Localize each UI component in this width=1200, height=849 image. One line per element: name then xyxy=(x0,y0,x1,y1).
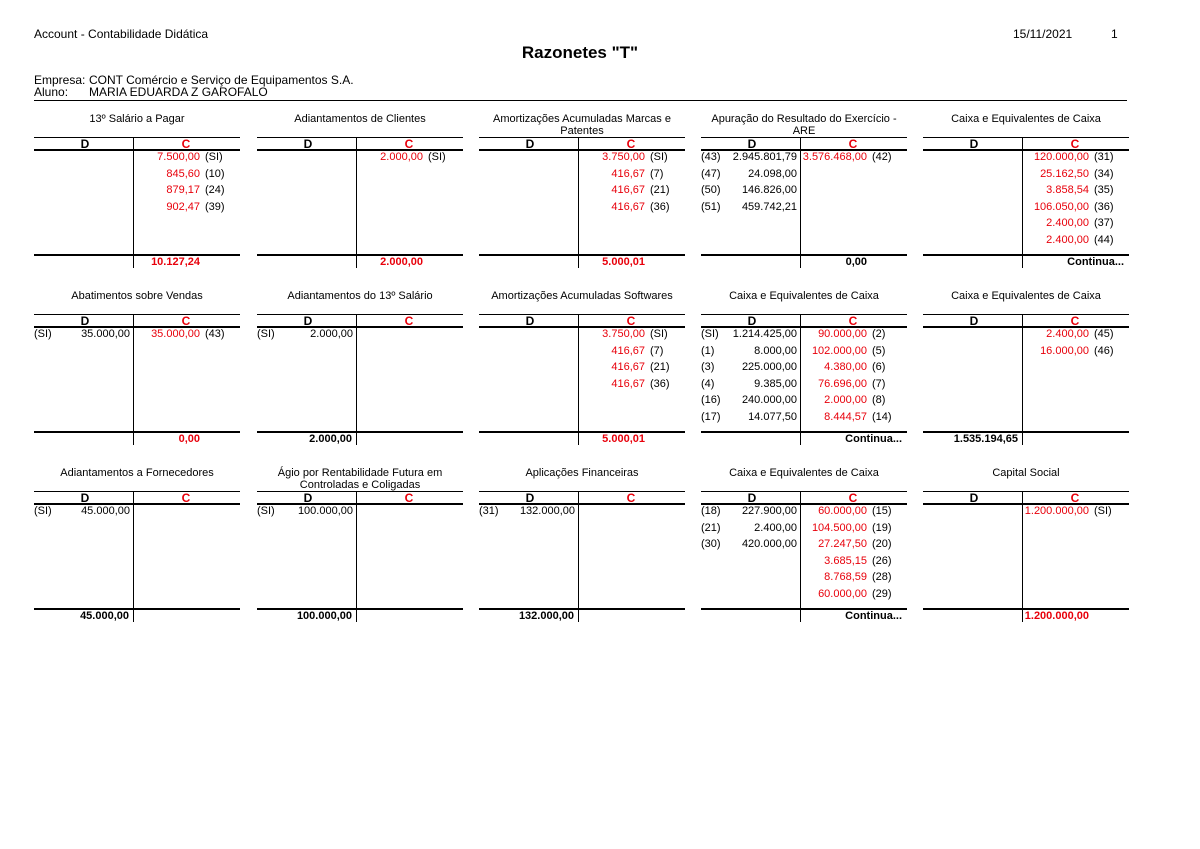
credit-ref: (SI) xyxy=(650,328,668,340)
debit-ref: (31) xyxy=(479,505,499,517)
debit-ref: (47) xyxy=(701,167,721,180)
debit-amount: 132.000,00 xyxy=(519,505,575,517)
account-title: Abatimentos sobre Vendas xyxy=(71,290,203,302)
credit-ref: (39) xyxy=(205,200,225,213)
header-underline xyxy=(479,503,685,505)
account-divider xyxy=(133,492,134,622)
credit-amount: 7.500,00 xyxy=(157,151,200,163)
page-number: 1 xyxy=(1111,27,1118,41)
credit-header: C xyxy=(404,491,414,505)
debit-amount: 2.000,00 xyxy=(310,328,353,340)
debit-header: D xyxy=(969,137,979,151)
t-account xyxy=(257,290,463,445)
credit-amount: 102.000,00 xyxy=(811,344,867,357)
debit-ref: (SI) xyxy=(34,505,52,517)
credit-header: C xyxy=(181,137,191,151)
credit-ref: (45) xyxy=(1094,328,1114,340)
credit-total: 1.200.000,00 xyxy=(1024,610,1089,622)
credit-ref: (26) xyxy=(872,554,892,567)
account-title: Adiantamentos a Fornecedores xyxy=(60,467,214,479)
account-divider xyxy=(356,492,357,622)
credit-amount: 60.000,00 xyxy=(818,505,867,517)
credit-ref: (28) xyxy=(872,571,892,583)
debit-amount: 2.945.801,79 xyxy=(732,151,797,163)
credit-amount: 1.200.000,00 xyxy=(1024,505,1089,517)
credit-header: C xyxy=(626,491,636,505)
credit-header: C xyxy=(848,137,858,151)
credit-ref: (24) xyxy=(205,184,225,196)
credit-amount: 76.696,00 xyxy=(818,377,867,390)
credit-ref: (7) xyxy=(650,344,664,357)
debit-header: D xyxy=(747,137,757,151)
credit-amount: 416,67 xyxy=(611,184,645,196)
credit-ref: (19) xyxy=(872,521,892,534)
debit-header: D xyxy=(303,314,313,328)
debit-amount: 45.000,00 xyxy=(81,505,130,517)
debit-ref: (30) xyxy=(701,538,721,550)
account-title: Adiantamentos de Clientes xyxy=(294,113,426,125)
credit-amount: 416,67 xyxy=(611,377,645,390)
credit-amount: 416,67 xyxy=(611,361,645,373)
credit-amount: 3.750,00 xyxy=(602,151,645,163)
account-title: Caixa e Equivalentes de Caixa xyxy=(729,290,879,302)
t-account xyxy=(923,290,1129,445)
account-title: Caixa e Equivalentes de Caixa xyxy=(951,113,1101,125)
credit-amount: 416,67 xyxy=(611,344,645,357)
account-title: Caixa e Equivalentes de Caixa xyxy=(951,290,1101,302)
debit-total: 132.000,00 xyxy=(518,610,574,622)
header-divider xyxy=(34,100,1127,101)
credit-ref: (14) xyxy=(872,410,892,423)
credit-header: C xyxy=(181,314,191,328)
debit-header: D xyxy=(969,491,979,505)
account-title: Amortizações Acumuladas Softwares xyxy=(491,290,673,302)
debit-header: D xyxy=(525,137,535,151)
company-label: Empresa: xyxy=(34,73,86,87)
debit-amount: 9.385,00 xyxy=(754,377,797,390)
debit-header: D xyxy=(969,314,979,328)
credit-header: C xyxy=(626,137,636,151)
credit-amount: 3.750,00 xyxy=(602,328,645,340)
header-underline xyxy=(34,503,240,505)
credit-ref: (36) xyxy=(650,377,670,390)
debit-header: D xyxy=(525,491,535,505)
credit-amount: 8.768,59 xyxy=(824,571,867,583)
credit-ref: (46) xyxy=(1094,344,1114,357)
debit-ref: (43) xyxy=(701,151,721,163)
debit-total: 1.535.194,65 xyxy=(953,433,1018,445)
credit-amount: 902,47 xyxy=(166,200,200,213)
credit-amount: 8.444,57 xyxy=(824,410,867,423)
credit-ref: (10) xyxy=(205,167,225,180)
student-name: MARIA EDUARDA Z GAROFALO xyxy=(89,85,268,99)
t-account xyxy=(257,467,463,622)
t-account xyxy=(701,290,907,445)
credit-ref: (36) xyxy=(1094,200,1114,213)
debit-header: D xyxy=(303,137,313,151)
credit-ref: (SI) xyxy=(205,151,223,163)
credit-amount: 35.000,00 xyxy=(151,328,200,340)
credit-header: C xyxy=(848,491,858,505)
credit-ref: (35) xyxy=(1094,184,1114,196)
credit-amount: 60.000,00 xyxy=(818,587,867,600)
credit-amount: 3.858,54 xyxy=(1046,184,1089,196)
credit-amount: 2.400,00 xyxy=(1046,233,1089,246)
credit-ref: (5) xyxy=(872,344,886,357)
t-account xyxy=(479,113,685,268)
debit-amount: 225.000,00 xyxy=(741,361,797,373)
debit-ref: (SI) xyxy=(34,328,52,340)
credit-total: 5.000,01 xyxy=(602,256,645,268)
debit-ref: (4) xyxy=(701,377,715,390)
debit-amount: 100.000,00 xyxy=(297,505,353,517)
credit-ref: (SI) xyxy=(650,151,668,163)
credit-ref: (29) xyxy=(872,587,892,600)
company-name: CONT Comércio e Serviço de Equipamentos S.A. xyxy=(89,73,354,87)
debit-header: D xyxy=(525,314,535,328)
credit-ref: (21) xyxy=(650,184,670,196)
account-title: Capital Social xyxy=(992,467,1060,479)
credit-header: C xyxy=(1070,137,1080,151)
t-account xyxy=(479,467,685,622)
credit-amount: 845,60 xyxy=(166,167,200,180)
t-account xyxy=(34,113,240,268)
credit-amount: 16.000,00 xyxy=(1040,344,1089,357)
debit-header: D xyxy=(80,491,90,505)
credit-ref: (SI) xyxy=(428,151,446,163)
debit-amount: 8.000,00 xyxy=(754,344,797,357)
debit-total: 100.000,00 xyxy=(296,610,352,622)
credit-total: Continua... xyxy=(845,433,902,445)
t-account xyxy=(34,290,240,445)
credit-amount: 879,17 xyxy=(166,184,200,196)
credit-amount: 416,67 xyxy=(611,200,645,213)
credit-ref: (7) xyxy=(650,167,664,180)
credit-total: 5.000,01 xyxy=(602,433,645,445)
debit-ref: (17) xyxy=(701,410,721,423)
credit-ref: (SI) xyxy=(1094,505,1112,517)
page-title: Razonetes "T" xyxy=(521,43,639,62)
debit-header: D xyxy=(747,491,757,505)
debit-header: D xyxy=(80,314,90,328)
credit-amount: 3.576.468,00 xyxy=(802,151,867,163)
credit-amount: 25.162,50 xyxy=(1040,167,1089,180)
debit-ref: (SI) xyxy=(701,328,719,340)
credit-ref: (21) xyxy=(650,361,670,373)
credit-ref: (7) xyxy=(872,377,886,390)
credit-ref: (36) xyxy=(650,200,670,213)
header-underline xyxy=(257,503,463,505)
credit-header: C xyxy=(626,314,636,328)
credit-amount: 2.000,00 xyxy=(380,151,423,163)
credit-header: C xyxy=(404,314,414,328)
credit-amount: 106.050,00 xyxy=(1033,200,1089,213)
t-account xyxy=(923,467,1129,622)
credit-amount: 27.247,50 xyxy=(818,538,867,550)
debit-amount: 14.077,50 xyxy=(748,410,797,423)
credit-total: Continua... xyxy=(1067,256,1124,268)
credit-header: C xyxy=(404,137,414,151)
app-title: Account - Contabilidade Didática xyxy=(34,27,209,41)
t-account xyxy=(701,113,907,268)
t-account xyxy=(257,113,463,268)
t-account xyxy=(479,290,685,445)
credit-amount: 4.380,00 xyxy=(824,361,867,373)
debit-ref: (SI) xyxy=(257,505,275,517)
account-title: Aplicações Financeiras xyxy=(525,467,639,479)
debit-header: D xyxy=(303,491,313,505)
debit-ref: (51) xyxy=(701,200,721,213)
debit-amount: 24.098,00 xyxy=(748,167,797,180)
header-underline xyxy=(257,326,463,328)
debit-total: 45.000,00 xyxy=(80,610,129,622)
credit-ref: (42) xyxy=(872,151,892,163)
credit-total: Continua... xyxy=(845,610,902,622)
credit-total: 2.000,00 xyxy=(380,256,423,268)
credit-ref: (2) xyxy=(872,328,886,340)
credit-ref: (37) xyxy=(1094,217,1114,229)
account-title: Adiantamentos do 13º Salário xyxy=(287,290,433,302)
credit-ref: (15) xyxy=(872,505,892,517)
credit-amount: 2.400,00 xyxy=(1046,328,1089,340)
debit-ref: (50) xyxy=(701,184,721,196)
credit-header: C xyxy=(848,314,858,328)
debit-ref: (1) xyxy=(701,344,715,357)
debit-header: D xyxy=(747,314,757,328)
report-date: 15/11/2021 xyxy=(1013,27,1073,41)
credit-header: C xyxy=(1070,314,1080,328)
account-title: 13º Salário a Pagar xyxy=(89,113,185,125)
debit-amount: 146.826,00 xyxy=(741,184,797,196)
account-divider xyxy=(356,315,357,445)
credit-ref: (31) xyxy=(1094,151,1114,163)
debit-amount: 240.000,00 xyxy=(741,394,797,406)
debit-amount: 420.000,00 xyxy=(741,538,797,550)
debit-amount: 2.400,00 xyxy=(754,521,797,534)
debit-ref: (18) xyxy=(701,505,721,517)
account-title: Caixa e Equivalentes de Caixa xyxy=(729,467,879,479)
credit-amount: 2.000,00 xyxy=(824,394,867,406)
debit-amount: 1.214.425,00 xyxy=(732,328,797,340)
t-account xyxy=(701,467,907,622)
debit-ref: (SI) xyxy=(257,328,275,340)
debit-ref: (3) xyxy=(701,361,715,373)
credit-ref: (8) xyxy=(872,394,886,406)
debit-amount: 35.000,00 xyxy=(81,328,130,340)
credit-amount: 416,67 xyxy=(611,167,645,180)
credit-ref: (43) xyxy=(205,328,225,340)
debit-ref: (21) xyxy=(701,521,721,534)
credit-amount: 90.000,00 xyxy=(818,328,867,340)
t-account xyxy=(34,467,240,622)
credit-total: 0,00 xyxy=(178,433,200,445)
account-divider xyxy=(578,492,579,622)
credit-ref: (20) xyxy=(872,538,892,550)
debit-amount: 459.742,21 xyxy=(741,200,797,213)
t-account xyxy=(923,113,1129,268)
credit-header: C xyxy=(181,491,191,505)
credit-ref: (6) xyxy=(872,361,886,373)
credit-header: C xyxy=(1070,491,1080,505)
credit-amount: 2.400,00 xyxy=(1046,217,1089,229)
student-line xyxy=(34,87,268,97)
company-line xyxy=(34,75,354,85)
debit-ref: (16) xyxy=(701,394,721,406)
debit-header: D xyxy=(80,137,90,151)
student-label: Aluno: xyxy=(34,85,69,99)
account-title: Amortizações Acumuladas Marcas e Patentes xyxy=(493,113,671,137)
credit-amount: 104.500,00 xyxy=(811,521,867,534)
account-title: Ágio por Rentabilidade Futura em Controladas e Coligadas xyxy=(277,467,443,491)
credit-total: 0,00 xyxy=(845,256,867,268)
credit-ref: (44) xyxy=(1094,233,1114,246)
debit-amount: 227.900,00 xyxy=(741,505,797,517)
debit-total: 2.000,00 xyxy=(309,433,352,445)
credit-ref: (34) xyxy=(1094,167,1114,180)
credit-amount: 120.000,00 xyxy=(1033,151,1089,163)
account-title: Apuração do Resultado do Exercício - ARE xyxy=(711,113,897,137)
credit-amount: 3.685,15 xyxy=(824,554,867,567)
credit-total: 10.127,24 xyxy=(151,256,200,268)
